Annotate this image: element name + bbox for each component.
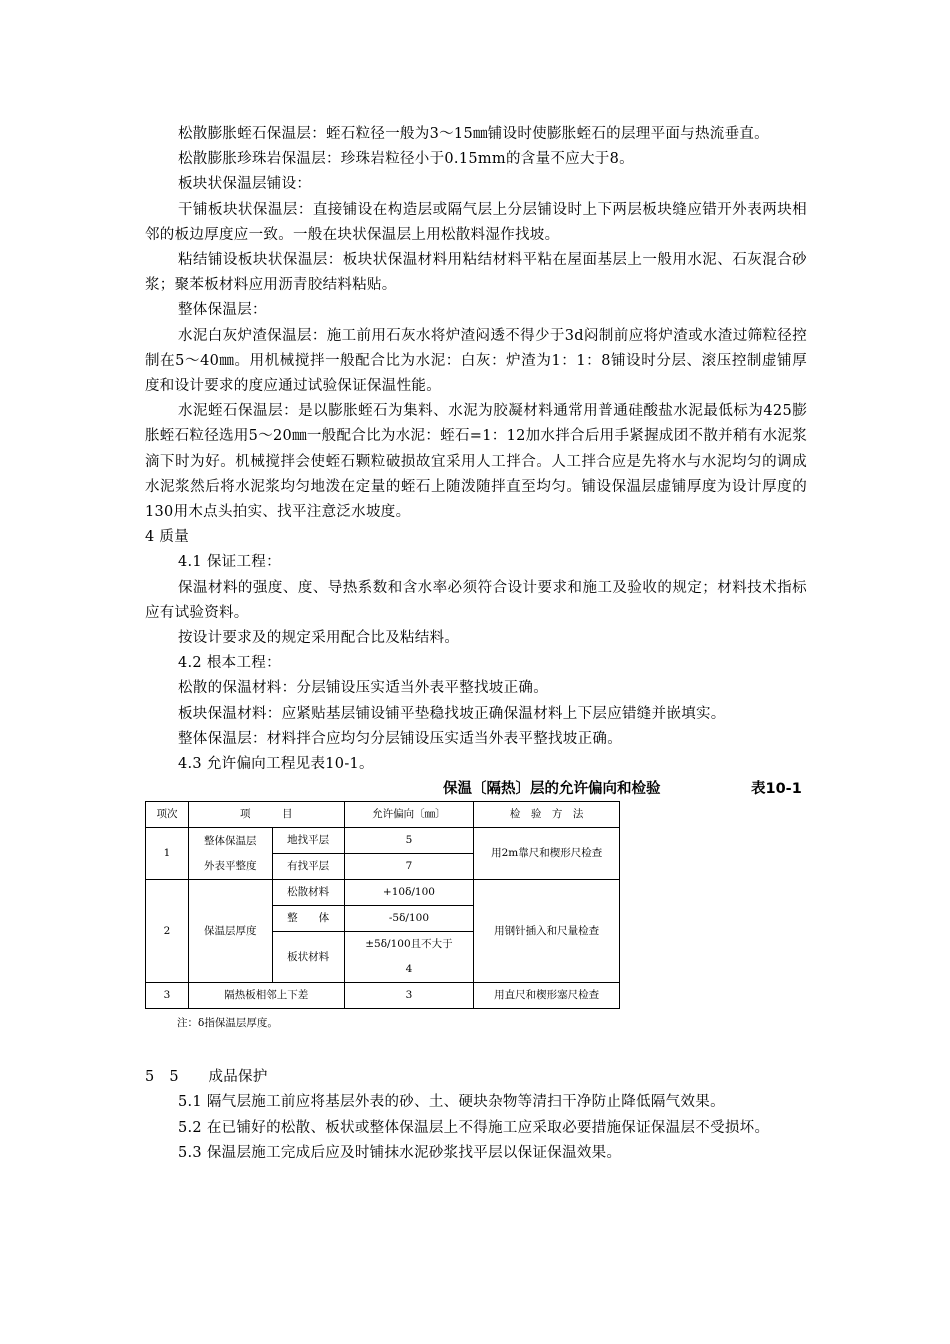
paragraph-vermiculite: 松散膨胀蛭石保温层：蛭石粒径一般为3～15㎜铺设时使膨胀蛭石的层理平面与热流垂直。 bbox=[178, 126, 769, 142]
section-4-2-heading: 4.2 根本工程： bbox=[178, 655, 281, 672]
section-4-2-paragraph-2: 板块保温材料：应紧贴基层铺设铺平垫稳找坡正确保温材料上下层应错缝并嵌填实。 bbox=[178, 705, 726, 722]
section-4-heading: 4 质量 bbox=[145, 529, 190, 546]
paragraph-slag: 水泥白灰炉渣保温层：施工前用石灰水将炉渣闷透不得少于3d闷制前应将炉渣或水渣过筛粒径控制在5～40㎜。用机械搅拌一般配合比为水泥：白灰：炉渣为1：1：8铺设时分层、滚压控制虚铺厚度和设计要求的度应通过试验保证保温性能。 bbox=[145, 327, 807, 395]
paragraph-dry-board: 干铺板块状保温层：直接铺设在构造层或隔气层上分层铺设时上下两层板块缝应错开外表两块相邻的板边厚度应一致。一般在块状保温层上用松散料湿作找坡。 bbox=[145, 201, 807, 243]
table-caption bbox=[145, 777, 807, 801]
cell-subitem: 松散材料 bbox=[272, 880, 344, 906]
paragraph-cement-vermiculite: 水泥蛭石保温层：是以膨胀蛭石为集料、水泥为胶凝材料通常用普通硅酸盐水泥最低标为425膨胀蛭石粒径选用5～20㎜一般配合比为水泥：蛭石=1：12加水拌合后用手紧握成团不散并稍有水泥浆滴下时为好。机械搅拌会使蛭石颗粒破损故宜采用人工拌合。人工拌合应是先将水与水泥均匀的调成水泥浆然后将水泥浆均匀地泼在定量的蛭石上随泼随拌直至均匀。铺设保温层虚铺厚度为设计厚度的130用木点头拍实、找平注意泛水坡度。 bbox=[145, 403, 807, 521]
section-5-2: 5.2 在已铺好的松散、板状或整体保温层上不得施工应采取必要措施保证保温层不受损坏。 bbox=[178, 1119, 770, 1136]
paragraph-integral-heading: 整体保温层： bbox=[178, 302, 267, 319]
cell-deviation: 3 bbox=[344, 983, 474, 1009]
paragraph-bonded-board: 粘结铺设板块状保温层：板块状保温材料用粘结材料平粘在屋面基层上一般用水泥、石灰混合砂浆；聚苯板材料应用沥青胶结料粘贴。 bbox=[145, 252, 807, 294]
cell-method: 用直尺和楔形塞尺检查 bbox=[474, 983, 620, 1009]
section-4-2-paragraph-1: 松散的保温材料：分层铺设压实适当外表平整找坡正确。 bbox=[178, 680, 548, 697]
cell-item-line: 整体保温层 bbox=[204, 834, 257, 847]
header-item: 项 目 bbox=[188, 802, 344, 828]
section-5-heading: 5 5 成品保护 bbox=[145, 1069, 268, 1086]
cell-deviation-line: 4 bbox=[405, 963, 413, 976]
paragraph-perlite: 松散膨胀珍珠岩保温层：珍珠岩粒径小于0.15mm的含量不应大于8。 bbox=[178, 151, 634, 168]
tolerance-table bbox=[145, 801, 620, 1009]
cell-subitem: 板状材料 bbox=[272, 932, 344, 983]
cell-no: 3 bbox=[146, 983, 189, 1009]
table-row bbox=[146, 880, 620, 906]
section-5-3: 5.3 保温层施工完成后应及时铺抹水泥砂浆找平层以保证保温效果。 bbox=[178, 1144, 622, 1161]
cell-deviation: -5δ/100 bbox=[344, 906, 474, 932]
cell-method: 用钢针插入和尺量检查 bbox=[474, 880, 620, 983]
header-method: 检 验 方 法 bbox=[474, 802, 620, 828]
cell-deviation bbox=[344, 932, 474, 983]
spacer bbox=[145, 1031, 807, 1065]
cell-no: 1 bbox=[146, 828, 189, 880]
section-4-3-heading: 4.3 允许偏向工程见表10-1。 bbox=[178, 756, 374, 773]
cell-deviation: 7 bbox=[344, 854, 474, 880]
cell-deviation: 5 bbox=[344, 828, 474, 854]
table-note: 注：δ指保温层厚度。 bbox=[177, 1017, 278, 1030]
cell-item: 保温层厚度 bbox=[188, 880, 272, 983]
table-number: 表10-1 bbox=[751, 781, 802, 798]
cell-item-line: 外表平整度 bbox=[204, 859, 257, 872]
cell-item: 隔热板相邻上下差 bbox=[188, 983, 344, 1009]
header-deviation: 允许偏向〔㎜〕 bbox=[344, 802, 474, 828]
cell-subitem: 整 体 bbox=[272, 906, 344, 932]
table-header-row bbox=[146, 802, 620, 828]
cell-no: 2 bbox=[146, 880, 189, 983]
cell-deviation: +10δ/100 bbox=[344, 880, 474, 906]
cell-method: 用2m靠尺和楔形尺检查 bbox=[474, 828, 620, 880]
header-no: 项次 bbox=[146, 802, 189, 828]
section-4-1-heading: 4.1 保证工程： bbox=[178, 554, 281, 571]
cell-subitem: 地找平层 bbox=[272, 828, 344, 854]
cell-subitem: 有找平层 bbox=[272, 854, 344, 880]
document-body bbox=[145, 122, 807, 1166]
table-row bbox=[146, 828, 620, 854]
section-4-2-paragraph-3: 整体保温层：材料拌合应均匀分层铺设压实适当外表平整找坡正确。 bbox=[178, 730, 622, 747]
table-row bbox=[146, 983, 620, 1009]
section-4-1-paragraph-2: 按设计要求及的规定采用配合比及粘结料。 bbox=[178, 630, 460, 647]
section-5-1: 5.1 隔气层施工前应将基层外表的砂、土、硬块杂物等清扫干净防止降低隔气效果。 bbox=[178, 1094, 725, 1111]
table-title: 保温〔隔热〕层的允许偏向和检验 bbox=[443, 781, 661, 798]
section-4-1-paragraph-1: 保温材料的强度、度、导热系数和含水率必须符合设计要求和施工及验收的规定；材料技术指标应有试验资料。 bbox=[145, 579, 807, 621]
paragraph-board-heading: 板块状保温层铺设： bbox=[178, 176, 312, 193]
cell-item bbox=[188, 828, 272, 880]
cell-deviation-line: ±5δ/100且不大于 bbox=[365, 938, 453, 951]
